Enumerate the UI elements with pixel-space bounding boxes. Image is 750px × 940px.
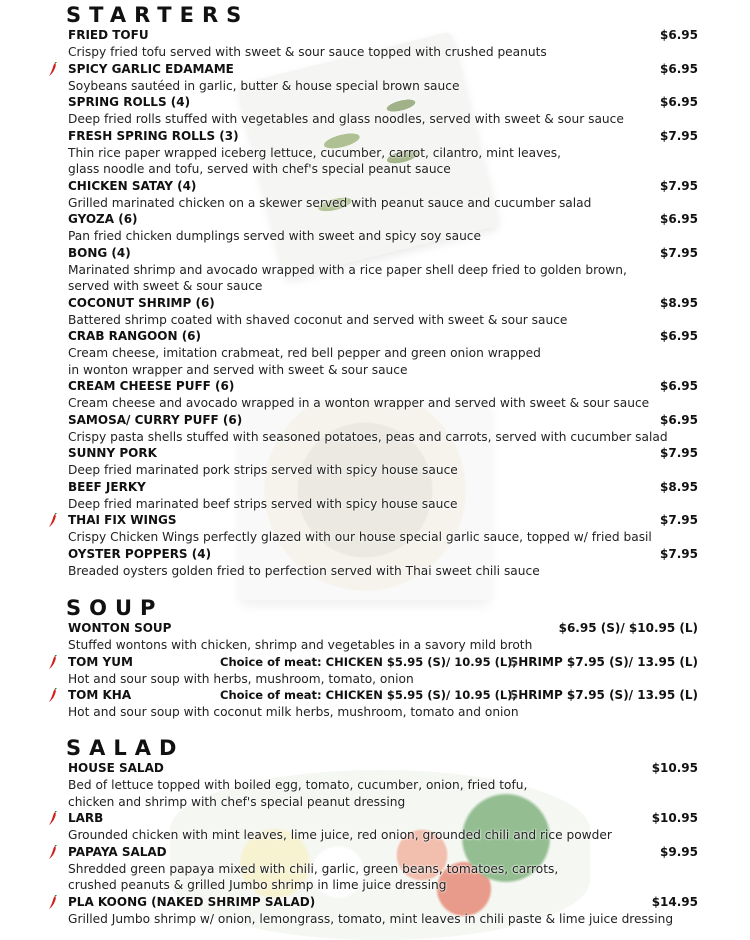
salad-heading: SALAD [66,736,185,760]
item-description: Deep fried marinated pork strips served with spicy house sauce [68,463,458,477]
item-name: BEEF JERKY [68,479,146,494]
item-price: $10.95 [651,761,698,775]
item-price: $6.95 [660,412,698,427]
item-name: OYSTER POPPERS (4) [68,546,212,561]
soup-list [68,620,708,721]
item-price: $7.95 [660,546,698,561]
item-header [68,94,708,111]
starters-heading: STARTERS [66,3,250,27]
item-header [68,445,708,462]
item-description: Crispy fried tofu served with sweet & sour sauce topped with crushed peanuts [68,45,547,59]
item-description: Cream cheese, imitation crabmeat, red bell pepper and green onion wrapped in wonton wrapper and served with sweet & sour sauce [68,346,541,377]
item-price: $9.95 [660,844,698,859]
item-price: $6.95 (S)/ $10.95 (L) [558,621,698,635]
salad-list [68,760,708,927]
item-description: Breaded oysters golden fried to perfection served with Thai sweet chili sauce [68,563,540,578]
item-price: $7.95 [660,513,698,527]
item-name: SUNNY PORK [68,446,157,460]
menu-item [68,894,708,928]
menu-item [68,445,708,479]
soup-heading: SOUP [66,596,164,620]
item-header [68,245,708,262]
item-name: CHICKEN SATAY (4) [68,178,197,193]
item-price: $6.95 [660,95,698,109]
item-description: Crispy Chicken Wings perfectly glazed with our house special garlic sauce, topped w/ fried basil [68,530,652,544]
item-name: CRAB RANGOON (6) [68,329,202,343]
item-description: Grounded chicken with mint leaves, lime juice, red onion, grounded chili and rice powder [68,828,612,842]
menu-item [68,61,708,95]
menu-item [68,810,708,844]
item-name: COCONUT SHRIMP (6) [68,295,215,310]
menu-item [68,178,708,212]
item-header [68,61,708,78]
item-price: $6.95 [660,329,698,343]
item-header [68,378,708,395]
menu-item [68,328,708,378]
item-description: Stuffed wontons with chicken, shrimp and vegetables in a savory mild broth [68,638,533,652]
item-name: LARB [68,811,104,825]
item-name: SAMOSA/ CURRY PUFF (6) [68,412,243,427]
menu-item [68,27,708,61]
menu-item [68,512,708,546]
item-price: $6.95 [660,61,698,76]
menu-item [68,412,708,446]
item-name: FRESH SPRING ROLLS (3) [68,128,239,143]
item-description: Hot and sour soup with coconut milk herbs, mushroom, tomato and onion [68,705,519,719]
item-name: CREAM CHEESE PUFF (6) [68,379,235,393]
chili-pepper-icon [48,513,58,528]
item-header [68,512,708,529]
starters-list [68,27,708,579]
menu-item [68,654,708,688]
item-header [68,128,708,145]
item-price: SHRIMP $7.95 (S)/ 13.95 (L) [509,654,698,669]
menu-item [68,687,708,721]
item-price: $8.95 [660,479,698,494]
menu-item [68,211,708,245]
item-header [68,295,708,312]
item-description: Grilled marinated chicken on a skewer served with peanut sauce and cucumber salad [68,195,592,210]
menu-item [68,546,708,580]
menu-item [68,128,708,178]
chili-pepper-icon [48,62,58,77]
item-header [68,810,708,827]
item-price: $7.95 [660,178,698,193]
item-name: TOM KHA [68,688,132,702]
item-description: Soybeans sautéed in garlic, butter & house special brown sauce [68,78,460,93]
menu-item [68,479,708,513]
menu-item [68,245,708,295]
menu-item [68,94,708,128]
item-header [68,654,708,671]
item-header [68,479,708,496]
item-meat-choice: Choice of meat: CHICKEN $5.95 (S)/ 10.95 (L), [220,654,517,669]
chili-pepper-icon [48,655,58,670]
item-description: Battered shrimp coated with shaved coconut and served with sweet & sour sauce [68,312,568,327]
item-description: Pan fried chicken dumplings served with sweet and spicy soy sauce [68,229,481,243]
item-description: Marinated shrimp and avocado wrapped with a rice paper shell deep fried to golden brown, served with sweet & sour sauce [68,262,627,293]
item-header [68,412,708,429]
chili-pepper-icon [48,688,58,703]
item-price: $7.95 [660,446,698,460]
item-price: $7.95 [660,245,698,260]
item-header [68,27,708,44]
item-header [68,844,708,861]
item-header [68,894,708,911]
item-name: WONTON SOUP [68,621,172,635]
item-description: Deep fried marinated beef strips served with spicy house sauce [68,496,458,511]
item-name: BONG (4) [68,245,131,260]
item-header [68,211,708,228]
chili-pepper-icon [48,895,58,910]
item-name: TOM YUM [68,654,133,669]
chili-pepper-icon [48,811,58,826]
item-description: Thin rice paper wrapped iceberg lettuce, cucumber, carrot, cilantro, mint leaves, glass noodle and tofu, served with chef's special peanut sauce [68,145,562,176]
item-description: Crispy pasta shells stuffed with seasoned potatoes, peas and carrots, served with cucumber salad [68,429,668,444]
item-description: Grilled Jumbo shrimp w/ onion, lemongrass, tomato, mint leaves in chili paste & lime juice dressing [68,911,674,926]
item-price: $6.95 [660,379,698,393]
item-name: GYOZA (6) [68,212,138,226]
item-header [68,178,708,195]
item-header [68,328,708,345]
item-name: THAI FIX WINGS [68,513,177,527]
item-price: $7.95 [660,128,698,143]
item-price: $6.95 [660,28,698,42]
menu-item [68,844,708,894]
item-description: Cream cheese and avocado wrapped in a wonton wrapper and served with sweet & sour sauce [68,396,650,410]
item-description: Deep fried rolls stuffed with vegetables and glass noodles, served with sweet & sour sauce [68,112,624,126]
item-header [68,546,708,563]
menu-item [68,760,708,810]
item-description: Shredded green papaya mixed with chili, garlic, green beans, tomatoes, carrots, crushed peanuts & grilled Jumbo shrimp in lime juice dressing [68,861,559,892]
item-name: FRIED TOFU [68,28,149,42]
menu-item [68,620,708,654]
item-description: Hot and sour soup with herbs, mushroom, tomato, onion [68,671,414,686]
item-name: HOUSE SALAD [68,761,164,775]
item-meat-choice: Choice of meat: CHICKEN $5.95 (S)/ 10.95 (L), [220,688,517,702]
item-header [68,760,708,777]
item-price: $14.95 [651,894,698,909]
item-price: $10.95 [651,811,698,825]
item-price: SHRIMP $7.95 (S)/ 13.95 (L) [509,688,698,702]
item-description: Bed of lettuce topped with boiled egg, tomato, cucumber, onion, fried tofu, chicken and shrimp with chef's special peanut dressing [68,778,528,809]
item-price: $8.95 [660,295,698,310]
chili-pepper-icon [48,845,58,860]
menu-item [68,378,708,412]
menu-item [68,295,708,329]
item-header [68,620,708,637]
item-header [68,687,708,704]
item-name: SPRING ROLLS (4) [68,95,191,109]
item-price: $6.95 [660,212,698,226]
item-name: PLA KOONG (NAKED SHRIMP SALAD) [68,894,316,909]
item-name: SPICY GARLIC EDAMAME [68,61,234,76]
item-name: PAPAYA SALAD [68,844,167,859]
